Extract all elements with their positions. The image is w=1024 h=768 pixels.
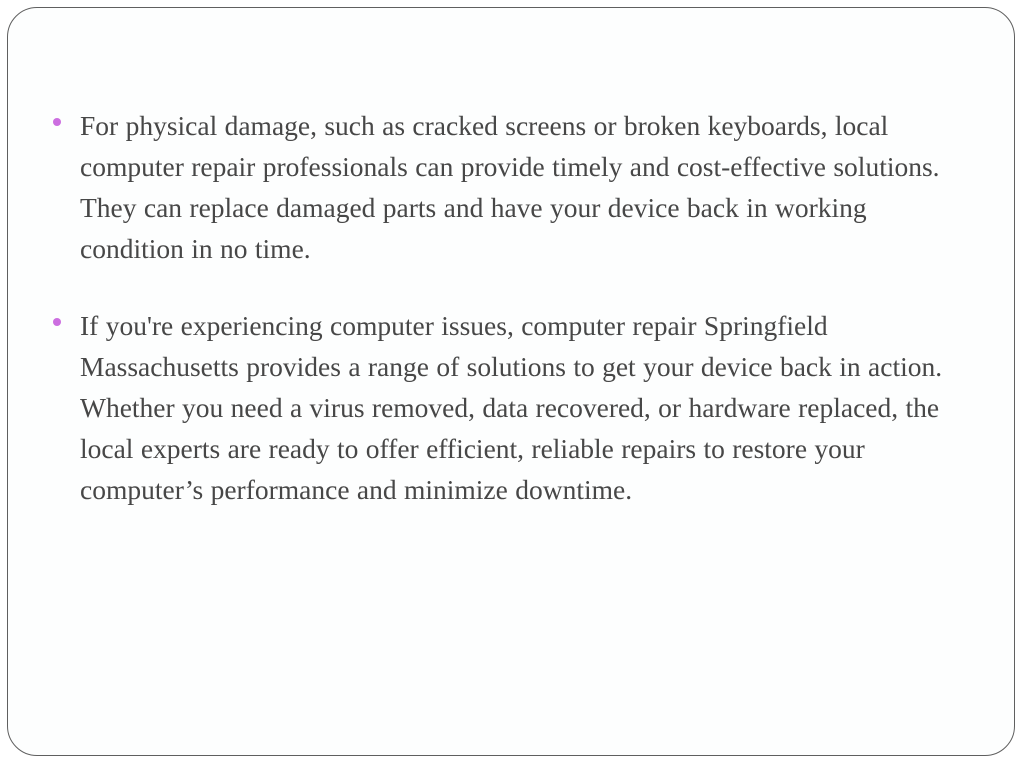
bullet-item-computer-issues: [52, 305, 972, 510]
slide-frame: [7, 7, 1015, 756]
bullet-dot-icon: [53, 318, 61, 326]
bullet-dot-icon: [53, 118, 61, 126]
bullet-list: [52, 105, 972, 546]
bullet-text-computer-issues: If you're experiencing computer issues, computer repair Springfield Massachusetts provides a range of solutions to get your device back in action. Whether you need a virus removed, data recovered, or hardware replaced, the local experts are ready to offer efficient, reliable repairs to restore your computer’s performance and minimize downtime.: [80, 310, 943, 505]
bullet-item-physical-damage: [52, 105, 972, 269]
bullet-text-physical-damage: For physical damage, such as cracked screens or broken keyboards, local computer repair professionals can provide timely and cost-effective solutions. They can replace damaged parts and have your device back in working condition in no time.: [80, 110, 940, 264]
